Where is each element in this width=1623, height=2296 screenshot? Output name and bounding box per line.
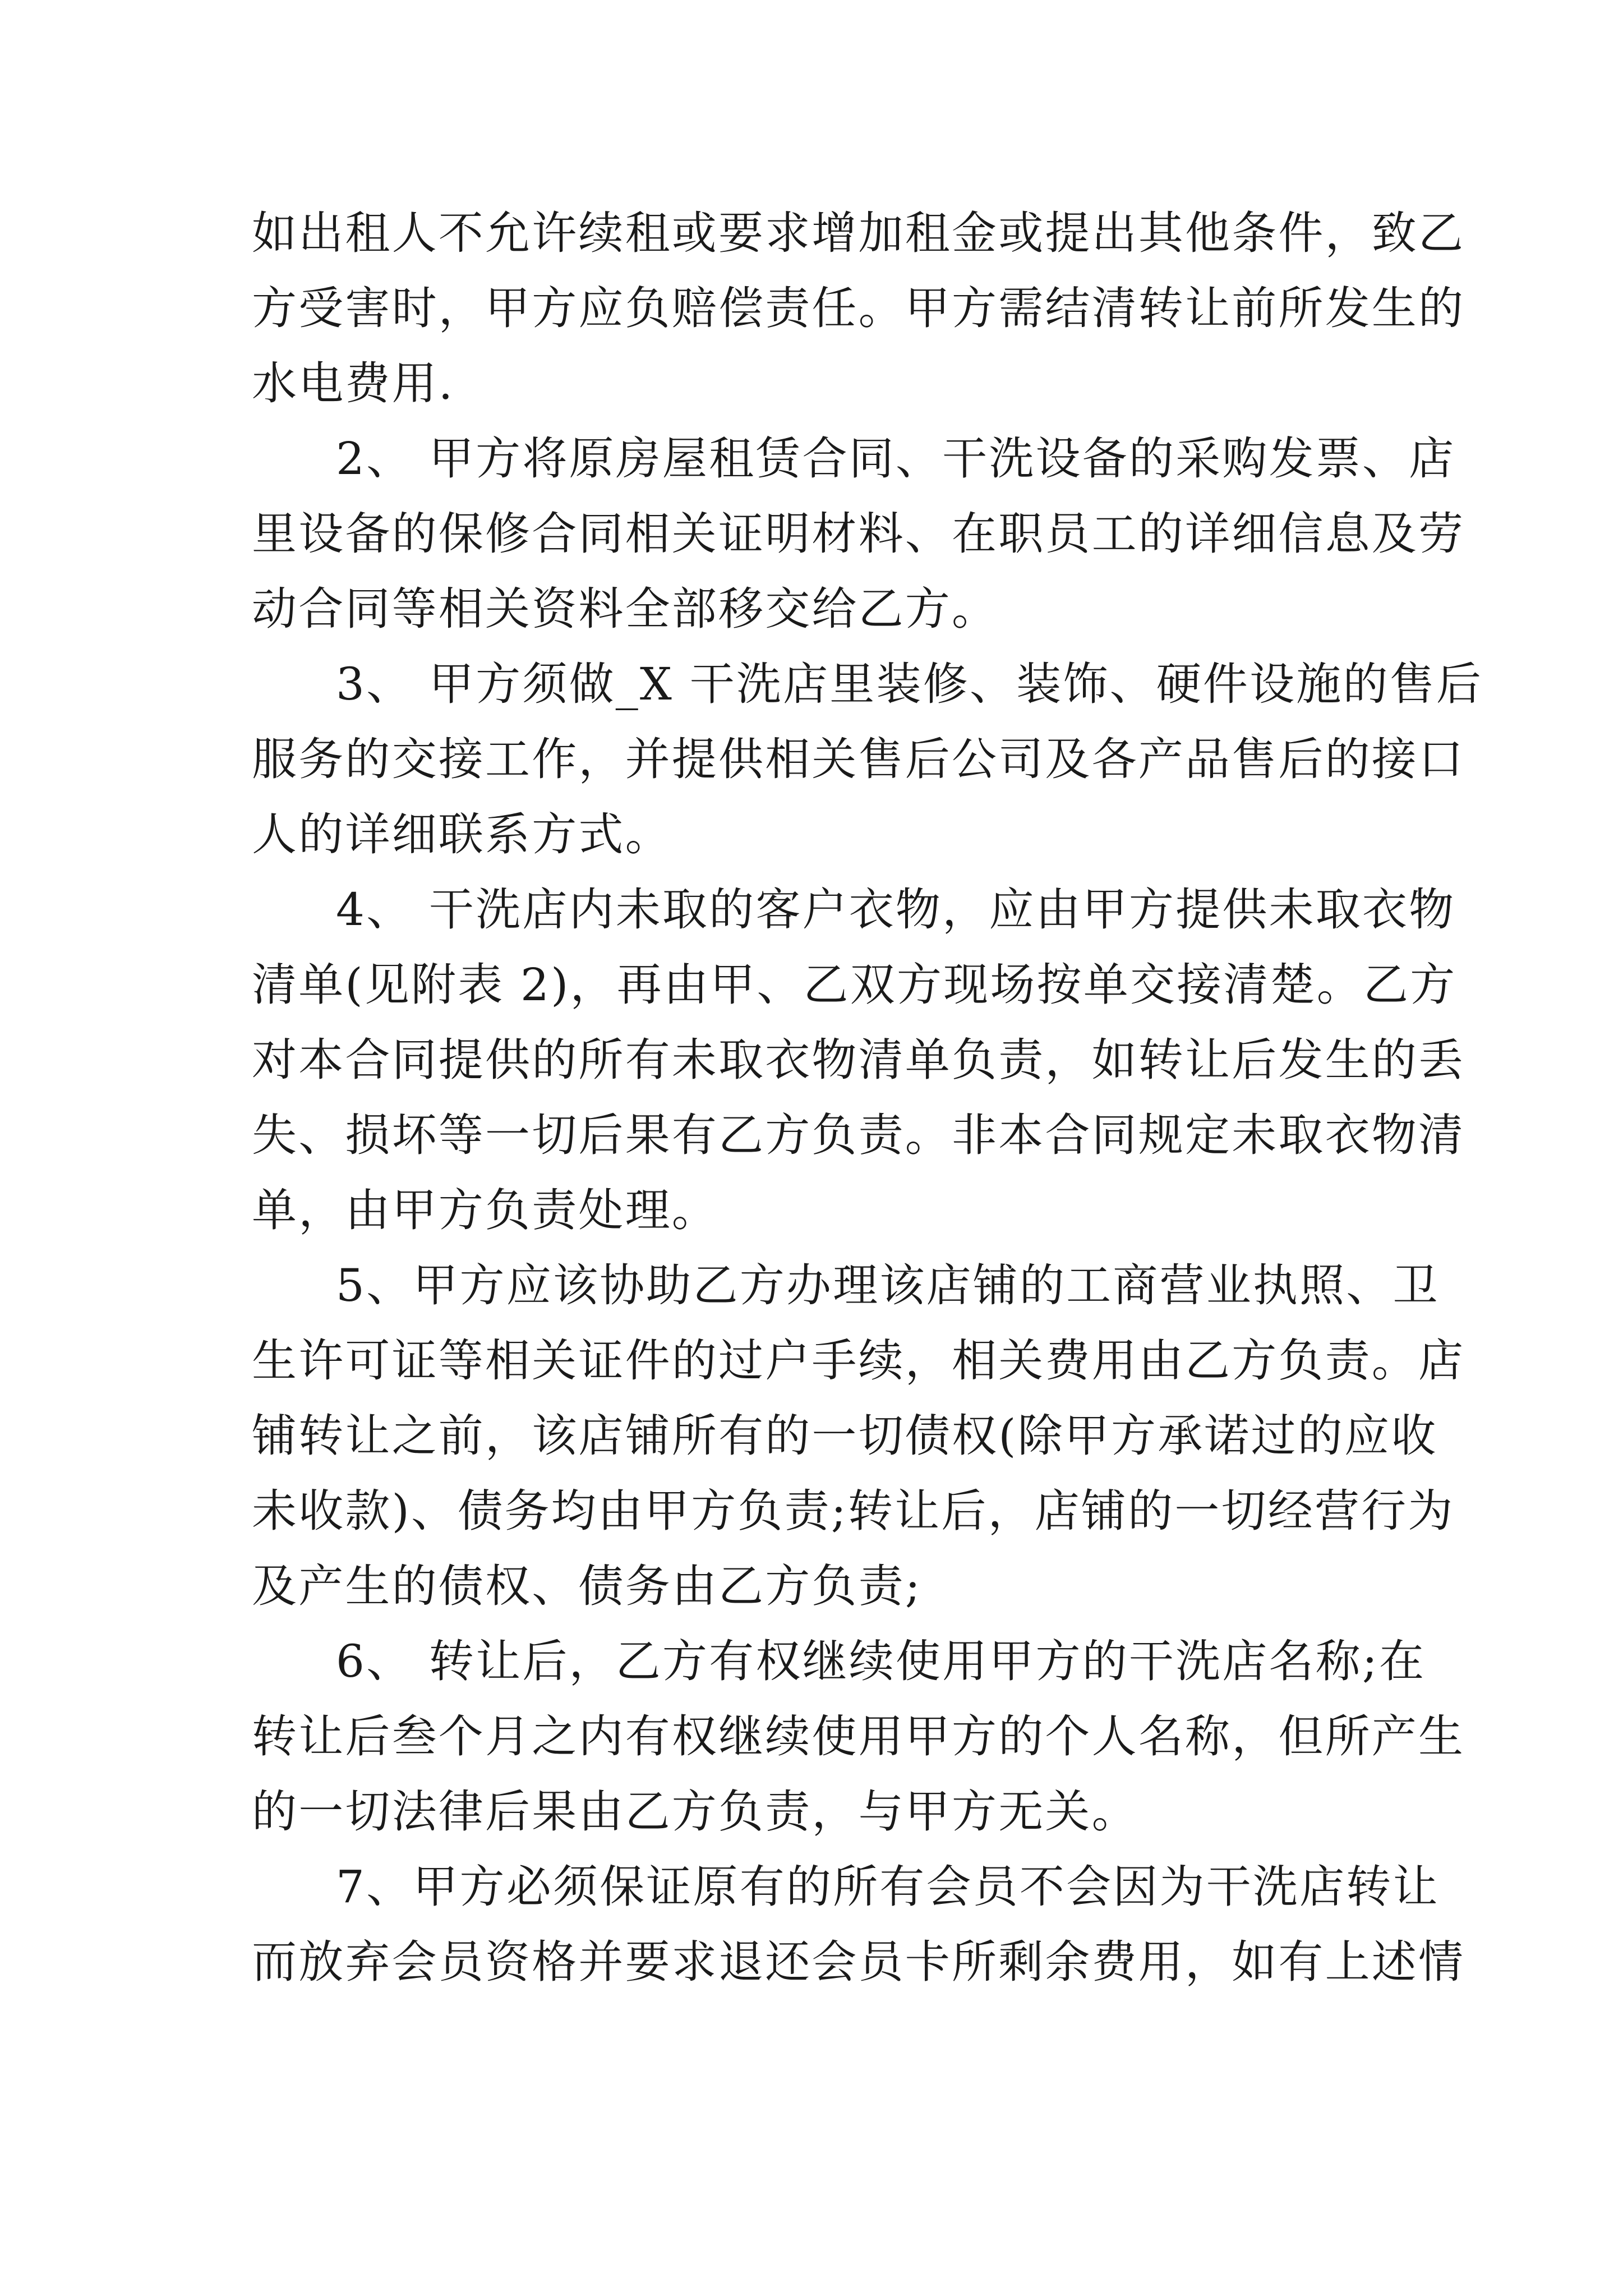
text-line: 服务的交接工作，并提供相关售后公司及各产品售后的接口 xyxy=(252,733,1465,785)
text-line: 铺转让之前，该店铺所有的一切债权(除甲方承诺过的应收 xyxy=(252,1410,1438,1462)
text-line: 水电费用. xyxy=(252,357,455,409)
text-line: 及产生的债权、债务由乙方负责; xyxy=(252,1560,922,1612)
clause-2-start: 2、 甲方将原房屋租赁合同、干洗设备的采购发票、店 xyxy=(336,432,1456,485)
text-line: 的一切法律后果由乙方负责，与甲方无关。 xyxy=(252,1786,1138,1838)
clause-7-start: 7、甲方必须保证原有的所有会员不会因为干洗店转让 xyxy=(336,1861,1440,1913)
text-line: 单，由甲方负责处理。 xyxy=(252,1184,718,1236)
text-line: 里设备的保修合同相关证明材料、在职员工的详细信息及劳 xyxy=(252,508,1465,560)
text-line: 而放弃会员资格并要求退还会员卡所剩余费用，如有上述情 xyxy=(252,1936,1465,1988)
text-line: 生许可证等相关证件的过户手续，相关费用由乙方负责。店 xyxy=(252,1335,1465,1387)
clause-5-start: 5、甲方应该协助乙方办理该店铺的工商营业执照、卫 xyxy=(336,1259,1440,1312)
clause-3-start: 3、 甲方须做_X 干洗店里装修、装饰、硬件设施的售后 xyxy=(336,658,1483,710)
text-line: 方受害时，甲方应负赔偿责任。甲方需结清转让前所发生的 xyxy=(252,282,1465,334)
text-line: 动合同等相关资料全部移交给乙方。 xyxy=(252,583,999,635)
text-line: 人的详细联系方式。 xyxy=(252,808,672,861)
clause-6-start: 6、 转让后，乙方有权继续使用甲方的干洗店名称;在 xyxy=(336,1635,1426,1687)
clause-4-start: 4、 干洗店内未取的客户衣物，应由甲方提供未取衣物 xyxy=(336,884,1456,936)
text-line: 如出租人不允许续租或要求增加租金或提出其他条件，致乙 xyxy=(252,207,1465,259)
text-line: 失、损坏等一切后果有乙方负责。非本合同规定未取衣物清 xyxy=(252,1109,1465,1161)
text-line: 未收款)、债务均由甲方负责;转让后，店铺的一切经营行为 xyxy=(252,1485,1455,1537)
text-line: 转让后叁个月之内有权继续使用甲方的个人名称，但所产生 xyxy=(252,1710,1465,1763)
text-line: 对本合同提供的所有未取衣物清单负责，如转让后发生的丢 xyxy=(252,1034,1465,1086)
text-line: 清单(见附表 2)，再由甲、乙双方现场按单交接清楚。乙方 xyxy=(252,959,1457,1011)
contract-text-body xyxy=(252,206,1483,2010)
